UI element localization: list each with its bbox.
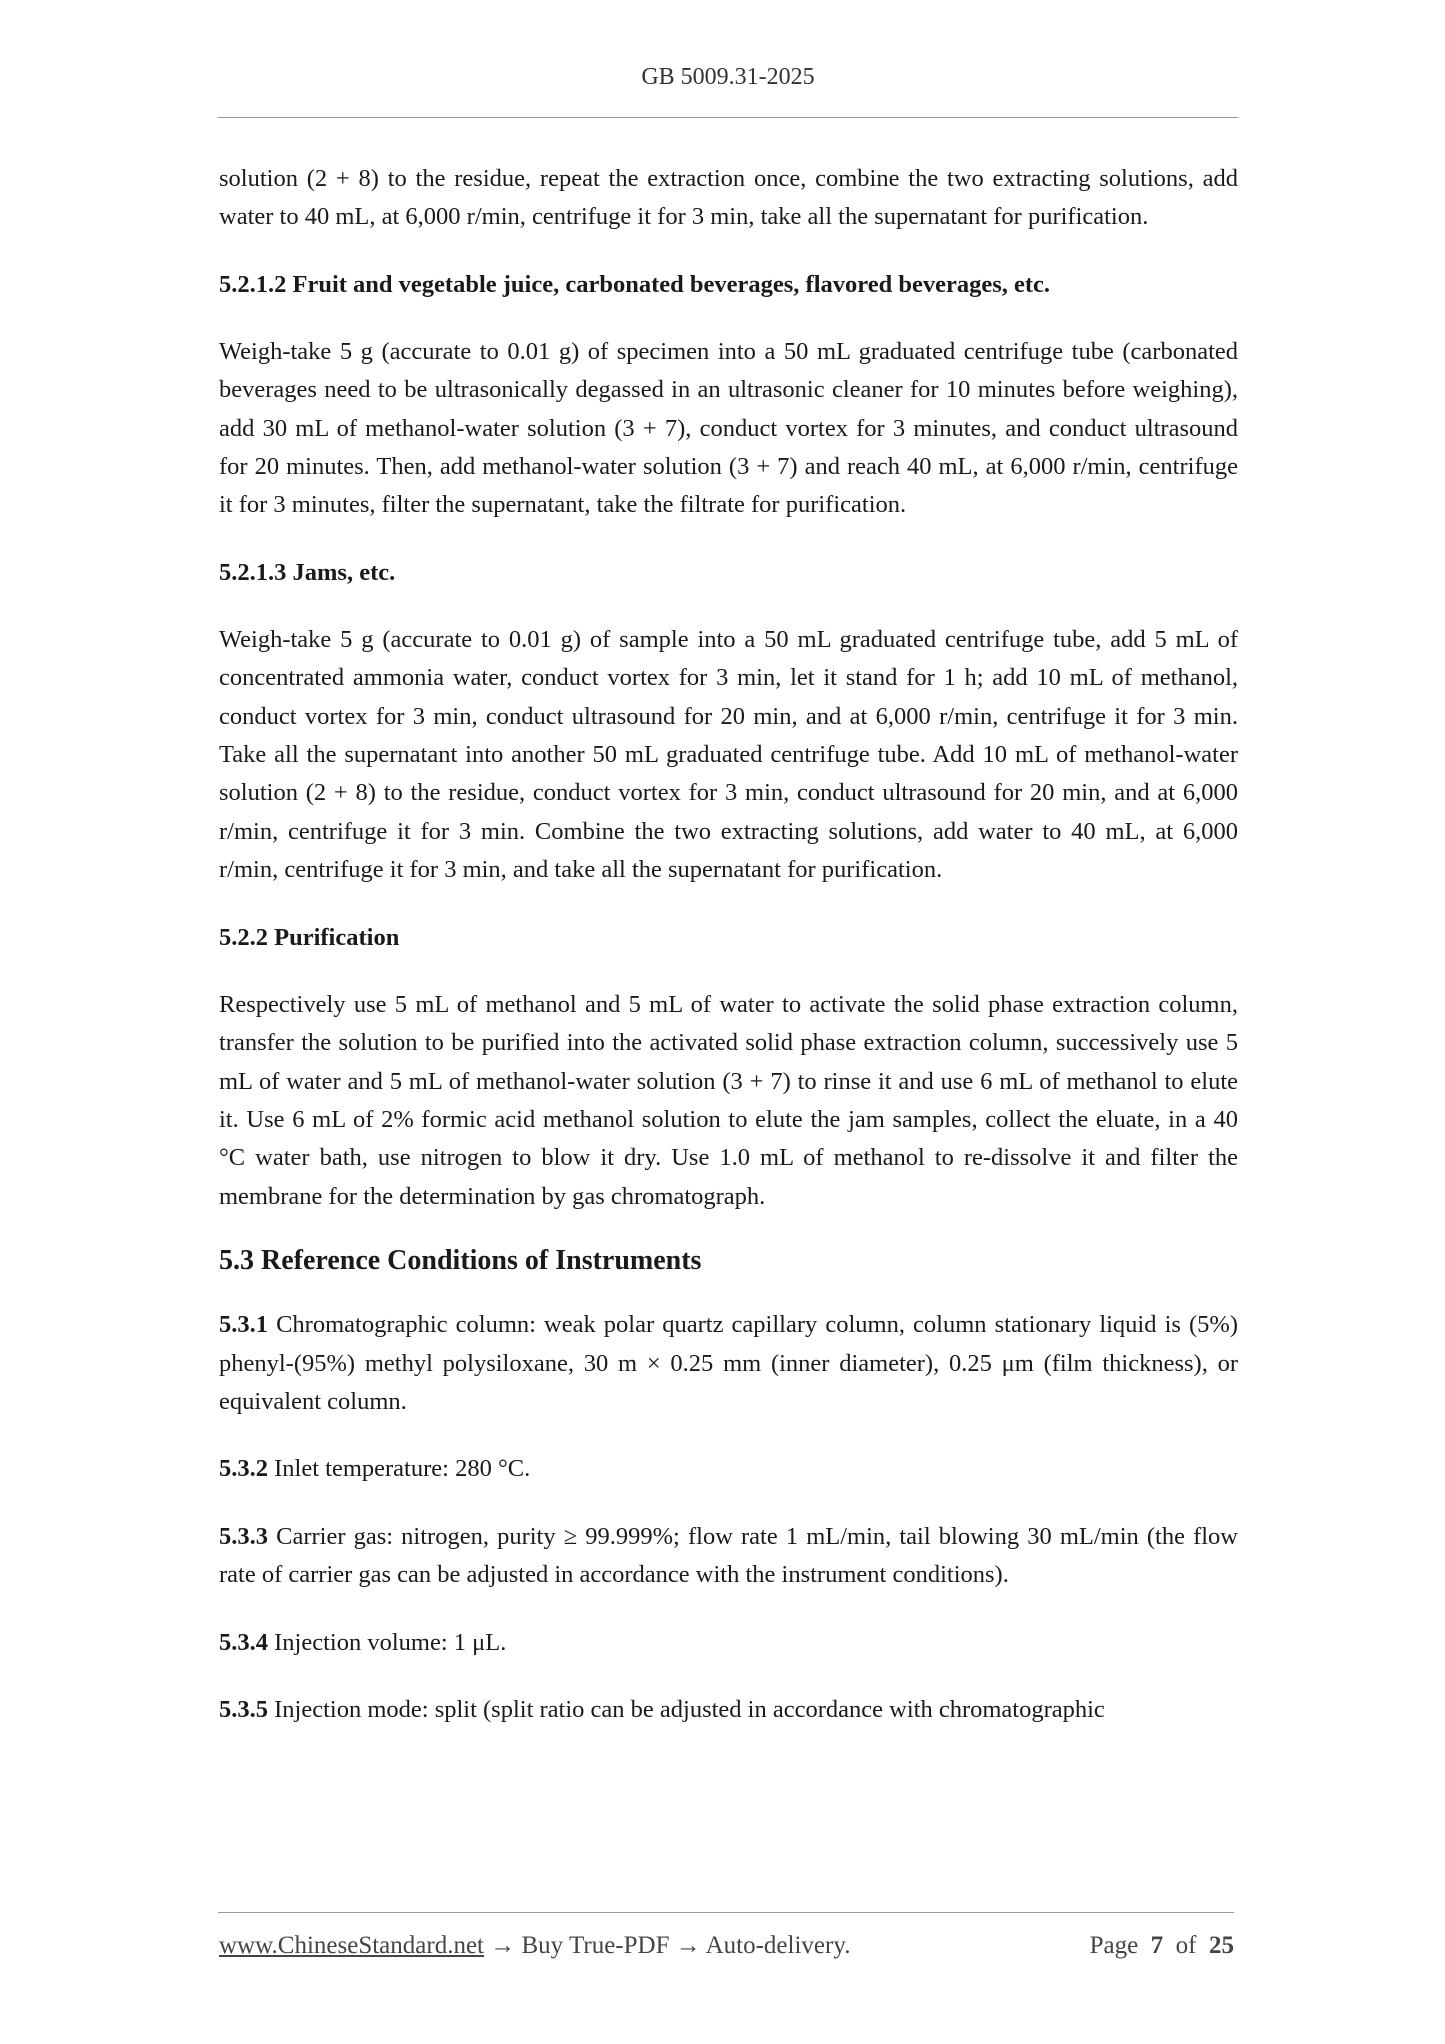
paragraph-jams: Weigh-take 5 g (accurate to 0.01 g) of sample into a 50 mL graduated centrifuge tube, add 5 mL of concentrated ammonia water, conduct vortex for 3 min, let it stand for 1 h; add 10 mL of methanol, conduct vortex for 3 min, conduct ultrasound for 20 min, and at 6,000 r/min, centrifuge it for 3 min. Take all the supernatant into another 50 mL graduated centrifuge tube. Add 10 mL of methanol-water solution (2 + 8) to the residue, conduct vortex for 3 min, conduct ultrasound for 20 min, and at 6,000 r/min, centrifuge it for 3 min. Combine the two extracting solutions, add water to 40 mL, at 6,000 r/min, centrifuge it for 3 min, and take all the supernatant for purification.	[219, 625, 1238, 884]
instrument-condition-item	[219, 1306, 1238, 1421]
instrument-condition-item	[219, 1691, 1238, 1729]
paragraph-continuation: solution (2 + 8) to the residue, repeat the extraction once, combine the two extracting solutions, add water to 40 mL, at 6,000 r/min, centrifuge it for 3 min, take all the supernatant for purification.	[219, 165, 1238, 231]
page-total: 25	[1209, 1932, 1234, 1959]
footer-left	[219, 1932, 850, 1960]
item-number: 5.3.5	[219, 1695, 268, 1723]
footer-divider	[218, 1912, 1234, 1913]
item-number: 5.3.4	[219, 1628, 268, 1656]
page-footer	[219, 1932, 1234, 1960]
page-of: of	[1175, 1932, 1197, 1959]
page-number	[1090, 1932, 1234, 1960]
page-header: GB 5009.31-2025	[641, 64, 815, 90]
footer-tagline: → Buy True-PDF → Auto-delivery.	[484, 1932, 851, 1959]
instrument-condition-item	[219, 1518, 1238, 1595]
page-current: 7	[1150, 1932, 1164, 1959]
paragraph-juice-beverages: Weigh-take 5 g (accurate to 0.01 g) of specimen into a 50 mL graduated centrifuge tube (carbonated beverages need to be ultrasonically degassed in an ultrasonic cleaner for 10 minutes before weighing), add 30 mL of methanol-water solution (3 + 7), conduct vortex for 3 minutes, and conduct ultrasound for 20 minutes. Then, add methanol-water solution (3 + 7) and reach 40 mL, at 6,000 r/min, centrifuge it for 3 minutes, filter the supernatant, take the filtrate for purification.	[219, 337, 1238, 519]
instrument-condition-item	[219, 1624, 1238, 1662]
item-number: 5.3.3	[219, 1522, 268, 1550]
item-text: Carrier gas: nitrogen, purity ≥ 99.999%; flow rate 1 mL/min, tail blowing 30 mL/min (the flow rate of carrier gas can be adjusted in accordance with the instrument conditions).	[219, 1522, 1238, 1589]
item-text: Chromatographic column: weak polar quartz capillary column, column stationary liquid is (5%) phenyl-(95%) methyl polysiloxane, 30 m × 0.25 mm (inner diameter), 0.25 μm (film thickness), or equivalent column.	[219, 1311, 1238, 1415]
section-heading-5-2-1-2: 5.2.1.2 Fruit and vegetable juice, carbonated beverages, flavored beverages, etc.	[219, 270, 1051, 298]
section-heading-5-2-2: 5.2.2 Purification	[219, 923, 400, 951]
item-number: 5.3.2	[219, 1455, 268, 1483]
item-text: Injection mode: split (split ratio can be adjusted in accordance with chromatographic	[268, 1695, 1105, 1723]
item-number: 5.3.1	[219, 1311, 268, 1339]
instrument-condition-item	[219, 1450, 1238, 1488]
page-content	[219, 160, 1238, 1729]
chinesestandard-link[interactable]: www.ChineseStandard.net	[219, 1932, 484, 1959]
item-text: Inlet temperature: 280 °C.	[268, 1455, 531, 1483]
page-label: Page	[1089, 1932, 1139, 1959]
header-divider	[218, 117, 1238, 118]
item-text: Injection volume: 1 μL.	[268, 1628, 507, 1656]
section-heading-5-3: 5.3 Reference Conditions of Instruments	[219, 1245, 702, 1277]
section-heading-5-2-1-3: 5.2.1.3 Jams, etc.	[219, 558, 396, 586]
paragraph-purification: Respectively use 5 mL of methanol and 5 mL of water to activate the solid phase extraction column, transfer the solution to be purified into the activated solid phase extraction column, successively use 5 mL of water and 5 mL of methanol-water solution (3 + 7) to rinse it and use 6 mL of methanol to elute it. Use 6 mL of 2% formic acid methanol solution to elute the jam samples, collect the eluate, in a 40 °C water bath, use nitrogen to blow it dry. Use 1.0 mL of methanol to re-dissolve it and filter the membrane for the determination by gas chromatograph.	[219, 990, 1238, 1210]
